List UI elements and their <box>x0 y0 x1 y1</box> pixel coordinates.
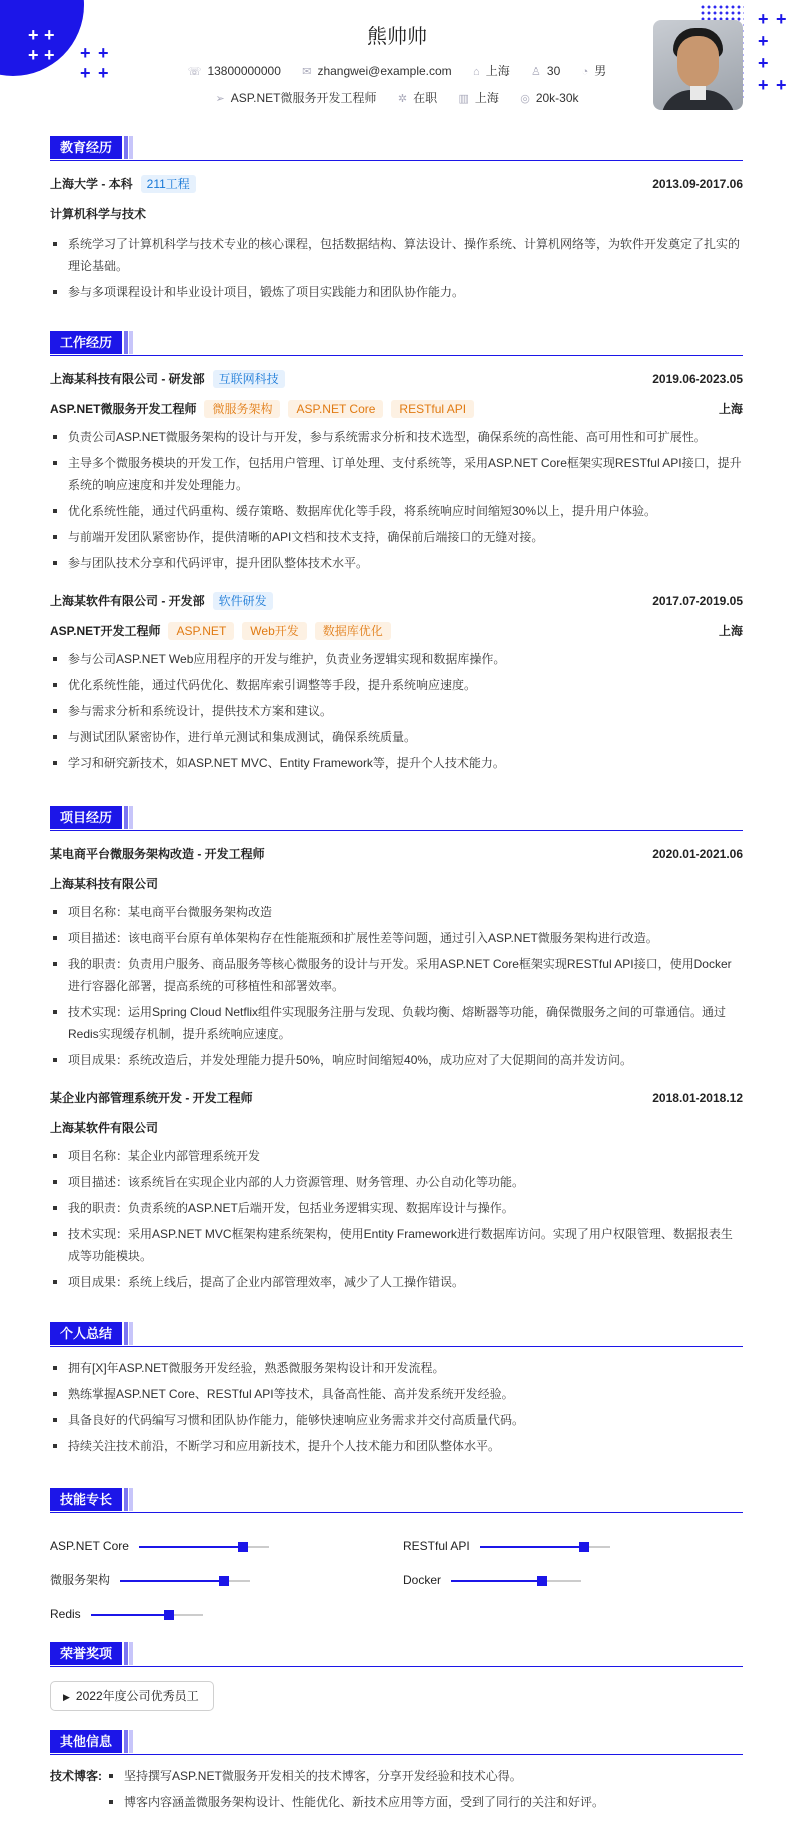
project-company: 上海某软件有限公司 <box>50 1121 159 1135</box>
list-item: 拥有[X]年ASP.NET微服务开发经验，熟悉微服务架构设计和开发流程。 <box>50 1357 743 1379</box>
project-title: 某电商平台微服务架构改造 - 开发工程师 <box>50 847 265 861</box>
phone-value: 13800000000 <box>207 64 281 78</box>
plus-icon: + <box>44 45 55 65</box>
plus-icon: + <box>28 45 39 65</box>
education-section <box>50 136 743 307</box>
plus-icon: + <box>98 43 109 63</box>
status-value: 在职 <box>413 91 438 105</box>
contact-info-row <box>0 62 794 79</box>
gender-value: 男 <box>594 64 607 78</box>
awards-section <box>50 1642 743 1711</box>
section-title: 技能专长 <box>50 1488 122 1511</box>
send-icon: ➢ <box>215 93 225 105</box>
list-item: 具备良好的代码编写习惯和团队协作能力，能够快速响应业务需求并交付高质量代码。 <box>50 1409 743 1431</box>
job-intent-row <box>0 89 794 106</box>
list-item: 系统学习了计算机科学与技术专业的核心课程，包括数据结构、算法设计、操作系统、计算机网络等，为软件开发奠定了扎实的理论基础。 <box>50 233 743 277</box>
list-item: 我的职责：负责系统的ASP.NET后端开发，包括业务逻辑实现、数据库设计与操作。 <box>50 1197 743 1219</box>
list-item: 参与公司ASP.NET Web应用程序的开发与维护，负责业务逻辑实现和数据库操作。 <box>50 648 743 670</box>
list-item: 项目成果：系统上线后，提高了企业内部管理效率，减少了人工操作错误。 <box>50 1271 743 1293</box>
list-item: 项目名称：某电商平台微服务架构改造 <box>50 901 743 923</box>
position-name: ASP.NET微服务开发工程师 <box>50 402 197 416</box>
building-icon: ▥ <box>458 93 469 105</box>
list-item: 熟练掌握ASP.NET Core、RESTful API等技术，具备高性能、高并发系统开发经验。 <box>50 1383 743 1405</box>
section-title: 工作经历 <box>50 331 122 354</box>
list-item: 参与需求分析和系统设计，提供技术方案和建议。 <box>50 700 743 722</box>
plus-icon: + <box>44 25 55 45</box>
play-icon: ▶ <box>63 1692 70 1702</box>
list-item: 项目成果：系统改造后，并发处理能力提升50%，响应时间缩短40%，成功应对了大促期间的高并发访问。 <box>50 1049 743 1071</box>
industry-tag: 软件研发 <box>213 592 273 610</box>
list-item: 参与团队技术分享和代码评审，提升团队整体技术水平。 <box>50 552 743 574</box>
company-name: 上海某软件有限公司 - 开发部 <box>50 594 205 608</box>
gear-icon: ✲ <box>397 93 408 105</box>
section-title: 个人总结 <box>50 1322 122 1345</box>
plus-icon: + <box>776 75 787 95</box>
skill-tag: ASP.NET <box>168 622 234 640</box>
list-item: 优化系统性能，通过代码优化、数据库索引调整等手段，提升系统响应速度。 <box>50 674 743 696</box>
work-date: 2019.06-2023.05 <box>652 372 743 386</box>
work-location: 上海 <box>718 402 743 416</box>
target-city-value: 上海 <box>474 91 499 105</box>
list-item: 技术实现：运用Spring Cloud Netflix组件实现服务注册与发现、负载均衡、熔断器等功能，确保微服务之间的可靠通信。通过Redis实现缓存机制，提升系统响应速度。 <box>50 1001 743 1045</box>
plus-icon: + <box>758 53 769 73</box>
home-icon: ⌂ <box>473 66 480 78</box>
list-item: 与前端开发团队紧密协作，提供清晰的API文档和技术支持，确保前后端接口的无缝对接。 <box>50 526 743 548</box>
work-date: 2017.07-2019.05 <box>652 594 743 608</box>
list-item: 参与多项课程设计和毕业设计项目，锻炼了项目实践能力和团队协作能力。 <box>50 281 743 303</box>
project-date: 2020.01-2021.06 <box>652 847 743 861</box>
skill-item <box>50 1563 250 1597</box>
skill-tag: 数据库优化 <box>315 622 391 640</box>
section-title: 其他信息 <box>50 1730 122 1753</box>
school-tag: 211工程 <box>141 175 196 193</box>
skill-tag: 微服务架构 <box>204 400 280 418</box>
list-item: 主导多个微服务模块的开发工作，包括用户管理、订单处理、支付系统等，采用ASP.NET Core框架实现RESTful API接口，提升系统的响应速度和并发处理能力。 <box>50 452 743 496</box>
phone-icon: ☏ <box>187 66 202 78</box>
skill-item <box>50 1597 203 1631</box>
list-item: 学习和研究新技术，如ASP.NET MVC、Entity Framework等，提升个人技术能力。 <box>50 752 743 774</box>
list-item: 项目描述：该电商平台原有单体架构存在性能瓶颈和扩展性差等问题，通过引入ASP.NET微服务架构进行改造。 <box>50 927 743 949</box>
skill-level-bar <box>139 1546 269 1548</box>
skill-name: Docker <box>403 1573 442 1587</box>
other-section <box>50 1730 743 1817</box>
skill-level-bar <box>451 1580 581 1582</box>
list-item: 项目名称：某企业内部管理系统开发 <box>50 1145 743 1167</box>
education-date: 2013.09-2017.06 <box>652 177 743 191</box>
work-location: 上海 <box>718 624 743 638</box>
section-title: 项目经历 <box>50 806 122 829</box>
projects-section <box>50 806 743 1297</box>
skill-item <box>50 1529 269 1563</box>
target-job-value: ASP.NET微服务开发工程师 <box>230 91 377 105</box>
plus-icon: + <box>758 31 769 51</box>
age-icon: ♙ <box>531 66 541 78</box>
industry-tag: 互联网科技 <box>213 370 285 388</box>
school-name: 上海大学 - 本科 <box>50 177 133 191</box>
skill-name: ASP.NET Core <box>50 1539 129 1553</box>
project-date: 2018.01-2018.12 <box>652 1091 743 1105</box>
skill-name: Redis <box>50 1607 81 1621</box>
plus-icon: + <box>80 43 91 63</box>
skill-tag: Web开发 <box>242 622 306 640</box>
skill-tag: ASP.NET Core <box>288 400 383 418</box>
city-value: 上海 <box>485 64 510 78</box>
salary-value: 20k-30k <box>535 91 579 105</box>
major-name: 计算机科学与技术 <box>50 207 147 221</box>
list-item: 持续关注技术前沿，不断学习和应用新技术，提升个人技术能力和团队整体水平。 <box>50 1435 743 1457</box>
plus-icon: + <box>776 9 787 29</box>
other-label: 技术博客: <box>50 1769 102 1783</box>
list-item: 负责公司ASP.NET微服务架构的设计与开发，参与系统需求分析和技术选型，确保系统的高性能、高可用性和可扩展性。 <box>50 426 743 448</box>
award-item <box>50 1681 214 1711</box>
list-item: 优化系统性能，通过代码重构、缓存策略、数据库优化等手段，将系统响应时间缩短30%以上，提升用户体验。 <box>50 500 743 522</box>
email-value: zhangwei@example.com <box>317 64 452 78</box>
skill-level-bar <box>91 1614 203 1616</box>
list-item: 坚持撰写ASP.NET微服务开发相关的技术博客，分享开发经验和技术心得。 <box>106 1765 743 1787</box>
plus-icon: + <box>758 75 769 95</box>
list-item: 技术实现：采用ASP.NET MVC框架构建系统架构，使用Entity Framework进行数据库访问。实现了用户权限管理、数据报表生成等功能模块。 <box>50 1223 743 1267</box>
skill-item <box>403 1563 581 1597</box>
age-value: 30 <box>546 64 561 78</box>
skill-grid <box>50 1513 743 1623</box>
skill-name: 微服务架构 <box>50 1573 111 1587</box>
company-name: 上海某科技有限公司 - 研发部 <box>50 372 205 386</box>
plus-icon: + <box>80 63 91 83</box>
list-item: 项目描述：该系统旨在实现企业内部的人力资源管理、财务管理、办公自动化等功能。 <box>50 1171 743 1193</box>
salary-icon: ◎ <box>520 93 530 105</box>
skill-level-bar <box>120 1580 250 1582</box>
list-item: 与测试团队紧密协作，进行单元测试和集成测试，确保系统质量。 <box>50 726 743 748</box>
list-item: 我的职责：负责用户服务、商品服务等核心微服务的设计与开发。采用ASP.NET Core框架实现RESTful API接口，使用Docker进行容器化部署，提高系统的可移植性和部署效率。 <box>50 953 743 997</box>
skill-item <box>403 1529 610 1563</box>
position-name: ASP.NET开发工程师 <box>50 624 161 638</box>
section-title: 教育经历 <box>50 136 122 159</box>
list-item: 博客内容涵盖微服务架构设计、性能优化、新技术应用等方面，受到了同行的关注和好评。 <box>106 1791 743 1813</box>
project-company: 上海某科技有限公司 <box>50 877 159 891</box>
section-title: 荣誉奖项 <box>50 1642 122 1665</box>
plus-icon: + <box>28 25 39 45</box>
project-title: 某企业内部管理系统开发 - 开发工程师 <box>50 1091 253 1105</box>
skill-tag: RESTful API <box>391 400 474 418</box>
candidate-name: 熊帅帅 <box>367 26 427 48</box>
skill-name: RESTful API <box>403 1539 470 1553</box>
plus-icon: + <box>758 9 769 29</box>
email-icon: ✉ <box>302 66 312 78</box>
summary-section <box>50 1322 743 1461</box>
plus-icon: + <box>98 63 109 83</box>
gender-icon: ◔ <box>581 66 589 78</box>
award-text: 2022年度公司优秀员工 <box>75 1689 199 1703</box>
skills-section <box>50 1488 743 1623</box>
skill-level-bar <box>480 1546 610 1548</box>
work-section <box>50 331 743 778</box>
